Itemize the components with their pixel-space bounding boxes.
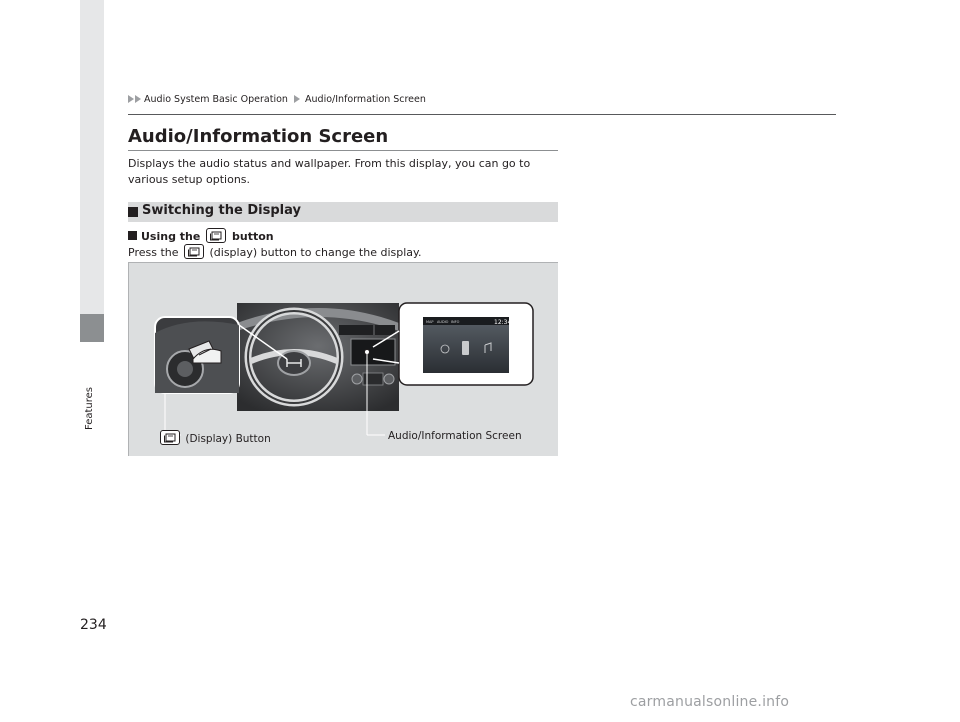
section-header — [128, 202, 558, 222]
title-rule — [128, 150, 558, 151]
instruction-before: Press the — [128, 246, 179, 259]
breadcrumb — [128, 94, 426, 105]
page-number: 234 — [80, 617, 107, 633]
caption-screen: Audio/Information Screen — [388, 430, 522, 442]
intro-paragraph: Displays the audio status and wallpaper. From this display, you can go to various setup options. — [128, 157, 531, 186]
subsection-heading — [128, 228, 274, 243]
chapter-label: Features — [84, 387, 95, 430]
caption-display-button — [158, 430, 271, 445]
instruction-text — [128, 244, 421, 259]
screen-tab-info: INFO — [451, 320, 460, 324]
side-tab — [80, 0, 104, 314]
dashboard-drawing — [129, 263, 559, 457]
header-rule — [128, 114, 836, 115]
subsection-prefix: Using the — [141, 230, 201, 243]
display-button-icon — [184, 244, 204, 259]
screen-clock: 12:34 — [494, 319, 512, 326]
breadcrumb-arrow-icon — [128, 95, 134, 103]
page-title: Audio/Information Screen — [128, 126, 389, 147]
breadcrumb-arrow-icon — [294, 95, 300, 103]
side-tab-marker — [80, 314, 104, 342]
display-button-icon — [206, 228, 226, 243]
watermark: carmanualsonline.info — [630, 694, 790, 710]
screen-tab-map: MAP — [426, 320, 434, 324]
dashboard-illustration — [128, 262, 558, 456]
subsection-suffix: button — [232, 230, 274, 243]
breadcrumb-parent[interactable]: Audio System Basic Operation — [144, 94, 288, 105]
section-bullet-icon — [128, 207, 138, 217]
breadcrumb-arrow-icon — [135, 95, 141, 103]
subsection-bullet-icon — [128, 231, 137, 240]
section-title: Switching the Display — [142, 203, 301, 218]
caption-button-label: (Display) Button — [185, 433, 271, 445]
breadcrumb-current[interactable]: Audio/Information Screen — [305, 94, 426, 105]
instruction-after: (display) button to change the display. — [209, 246, 422, 259]
display-button-icon — [160, 430, 180, 445]
screen-tab-audio: AUDIO — [437, 320, 449, 324]
